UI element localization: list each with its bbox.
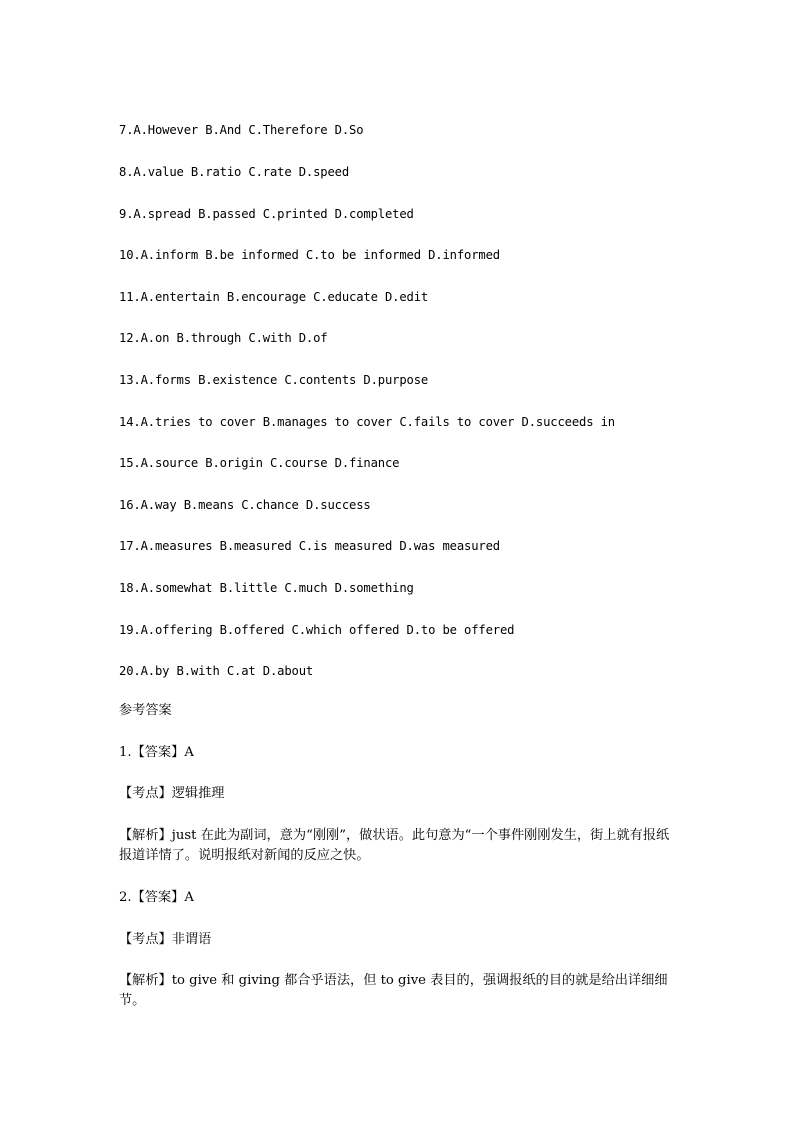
analysis-2: 【解析】to give 和 giving 都合乎语法，但 to give 表目的，强调报纸的目的就是给出详细细节。 — [119, 973, 668, 1008]
option-line-10: 10.A.inform B.be informed C.to be informed D.informed — [119, 248, 500, 262]
point-2: 【考点】非谓语 — [119, 932, 212, 947]
option-line-17: 17.A.measures B.measured C.is measured D.was measured — [119, 539, 500, 553]
option-line-7: 7.A.However B.And C.Therefore D.So — [119, 123, 364, 137]
option-line-14: 14.A.tries to cover B.manages to cover C.fails to cover D.succeeds in — [119, 415, 615, 429]
option-line-18: 18.A.somewhat B.little C.much D.something — [119, 581, 414, 595]
option-line-16: 16.A.way B.means C.chance D.success — [119, 498, 371, 512]
option-line-11: 11.A.entertain B.encourage C.educate D.edit — [119, 290, 429, 304]
analysis-1: 【解析】just 在此为副词，意为“刚刚”，做状语。此句意为“一个事件刚刚发生，街上就有报纸报道详情了。说明报纸对新闻的反应之快。 — [119, 828, 670, 863]
option-line-19: 19.A.offering B.offered C.which offered D.to be offered — [119, 623, 515, 637]
option-line-12: 12.A.on B.through C.with D.of — [119, 331, 328, 345]
answer-1: 1.【答案】A — [119, 745, 194, 760]
answer-2: 2.【答案】A — [119, 890, 194, 905]
option-line-13: 13.A.forms B.existence C.contents D.purpose — [119, 373, 429, 387]
answers-heading: 参考答案 — [119, 703, 172, 718]
option-line-15: 15.A.source B.origin C.course D.finance — [119, 456, 400, 470]
option-line-8: 8.A.value B.ratio C.rate D.speed — [119, 165, 349, 179]
point-1: 【考点】逻辑推理 — [119, 786, 225, 801]
option-line-9: 9.A.spread B.passed C.printed D.completed — [119, 207, 414, 221]
option-line-20: 20.A.by B.with C.at D.about — [119, 664, 314, 678]
